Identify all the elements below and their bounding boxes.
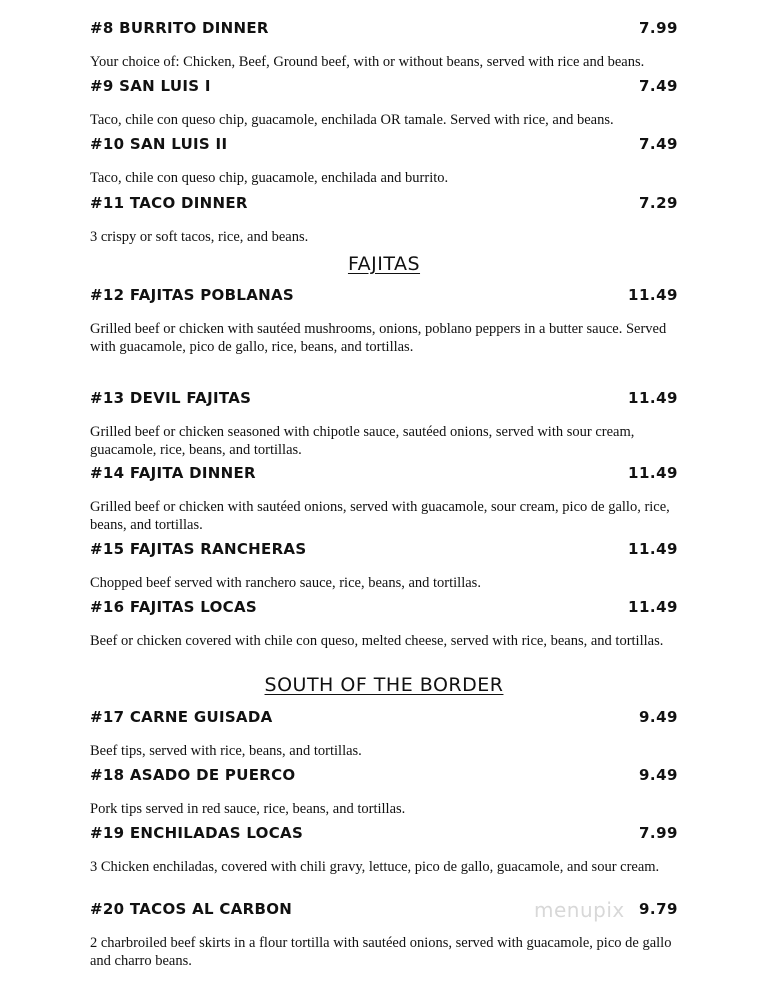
item-description: 3 crispy or soft tacos, rice, and beans. bbox=[90, 229, 309, 245]
menu-item-15 bbox=[90, 540, 680, 592]
item-description: Pork tips served in red sauce, rice, beans, and tortillas. bbox=[90, 801, 406, 817]
item-description: Chopped beef served with ranchero sauce, rice, beans, and tortillas. bbox=[90, 575, 481, 591]
item-description: 3 Chicken enchiladas, covered with chili gravy, lettuce, pico de gallo, guacamole, and sour cream. bbox=[90, 859, 660, 875]
item-price: 11.49 bbox=[628, 598, 678, 616]
watermark-logo: menupix bbox=[534, 898, 625, 922]
menu-item-16 bbox=[90, 598, 680, 650]
item-price: 7.99 bbox=[638, 824, 678, 842]
item-price: 9.49 bbox=[638, 708, 678, 726]
item-description: Taco, chile con queso chip, guacamole, enchilada and burrito. bbox=[90, 170, 449, 186]
item-price: 11.49 bbox=[628, 389, 678, 407]
item-name: #19 ENCHILADAS LOCAS bbox=[90, 824, 304, 842]
item-price: 7.29 bbox=[638, 194, 678, 212]
menu-item-9 bbox=[90, 77, 680, 129]
section-heading-south-of-the-border: SOUTH OF THE BORDER bbox=[264, 674, 504, 696]
menu-item-19 bbox=[90, 824, 680, 876]
item-name: #14 FAJITA DINNER bbox=[90, 464, 256, 482]
item-name: #17 CARNE GUISADA bbox=[90, 708, 273, 726]
item-price: 7.49 bbox=[638, 77, 678, 95]
menu-item-18 bbox=[90, 766, 680, 818]
menu-item-13 bbox=[90, 389, 680, 459]
item-name: #11 TACO DINNER bbox=[90, 194, 248, 212]
item-description: Beef or chicken covered with chile con queso, melted cheese, served with rice, beans, and tortillas. bbox=[90, 633, 664, 649]
item-price: 9.49 bbox=[638, 766, 678, 784]
menu-item-10 bbox=[90, 135, 680, 187]
item-name: #10 SAN LUIS II bbox=[90, 135, 228, 153]
item-name: #15 FAJITAS RANCHERAS bbox=[90, 540, 307, 558]
item-price: 7.99 bbox=[638, 19, 678, 37]
item-price: 7.49 bbox=[638, 135, 678, 153]
item-description: Taco, chile con queso chip, guacamole, enchilada OR tamale. Served with rice, and beans. bbox=[90, 112, 614, 128]
item-price: 9.79 bbox=[638, 900, 678, 918]
menu-item-14 bbox=[90, 464, 680, 534]
item-name: #18 ASADO DE PUERCO bbox=[90, 766, 296, 784]
item-description: Grilled beef or chicken with sautéed mushrooms, onions, poblano peppers in a butter sauce. Served with guacamole, pico de gallo, rice, beans, and tortillas. bbox=[90, 321, 667, 355]
menu-item-17 bbox=[90, 708, 680, 760]
item-description: Grilled beef or chicken with sautéed onions, served with guacamole, sour cream, pico de gallo, rice, beans, and tortillas. bbox=[90, 499, 670, 533]
item-price: 11.49 bbox=[628, 464, 678, 482]
item-name: #12 FAJITAS POBLANAS bbox=[90, 286, 294, 304]
item-price: 11.49 bbox=[628, 540, 678, 558]
item-name: #20 TACOS AL CARBON bbox=[90, 900, 293, 918]
item-name: #8 BURRITO DINNER bbox=[90, 19, 269, 37]
menu-item-8 bbox=[90, 19, 680, 71]
item-description: Beef tips, served with rice, beans, and tortillas. bbox=[90, 743, 362, 759]
item-name: #13 DEVIL FAJITAS bbox=[90, 389, 252, 407]
section-heading-fajitas: FAJITAS bbox=[347, 253, 421, 275]
item-name: #9 SAN LUIS I bbox=[90, 77, 211, 95]
item-price: 11.49 bbox=[628, 286, 678, 304]
menu-item-12 bbox=[90, 286, 680, 356]
menu-item-11 bbox=[90, 194, 680, 246]
item-name: #16 FAJITAS LOCAS bbox=[90, 598, 257, 616]
item-description: 2 charbroiled beef skirts in a flour tortilla with sautéed onions, served with guacamole, pico de gallo and charro beans. bbox=[90, 935, 672, 969]
item-description: Your choice of: Chicken, Beef, Ground beef, with or without beans, served with rice and beans. bbox=[90, 54, 645, 70]
item-description: Grilled beef or chicken seasoned with chipotle sauce, sautéed onions, served with sour cream, guacamole, rice, beans, and tortillas. bbox=[90, 424, 635, 458]
